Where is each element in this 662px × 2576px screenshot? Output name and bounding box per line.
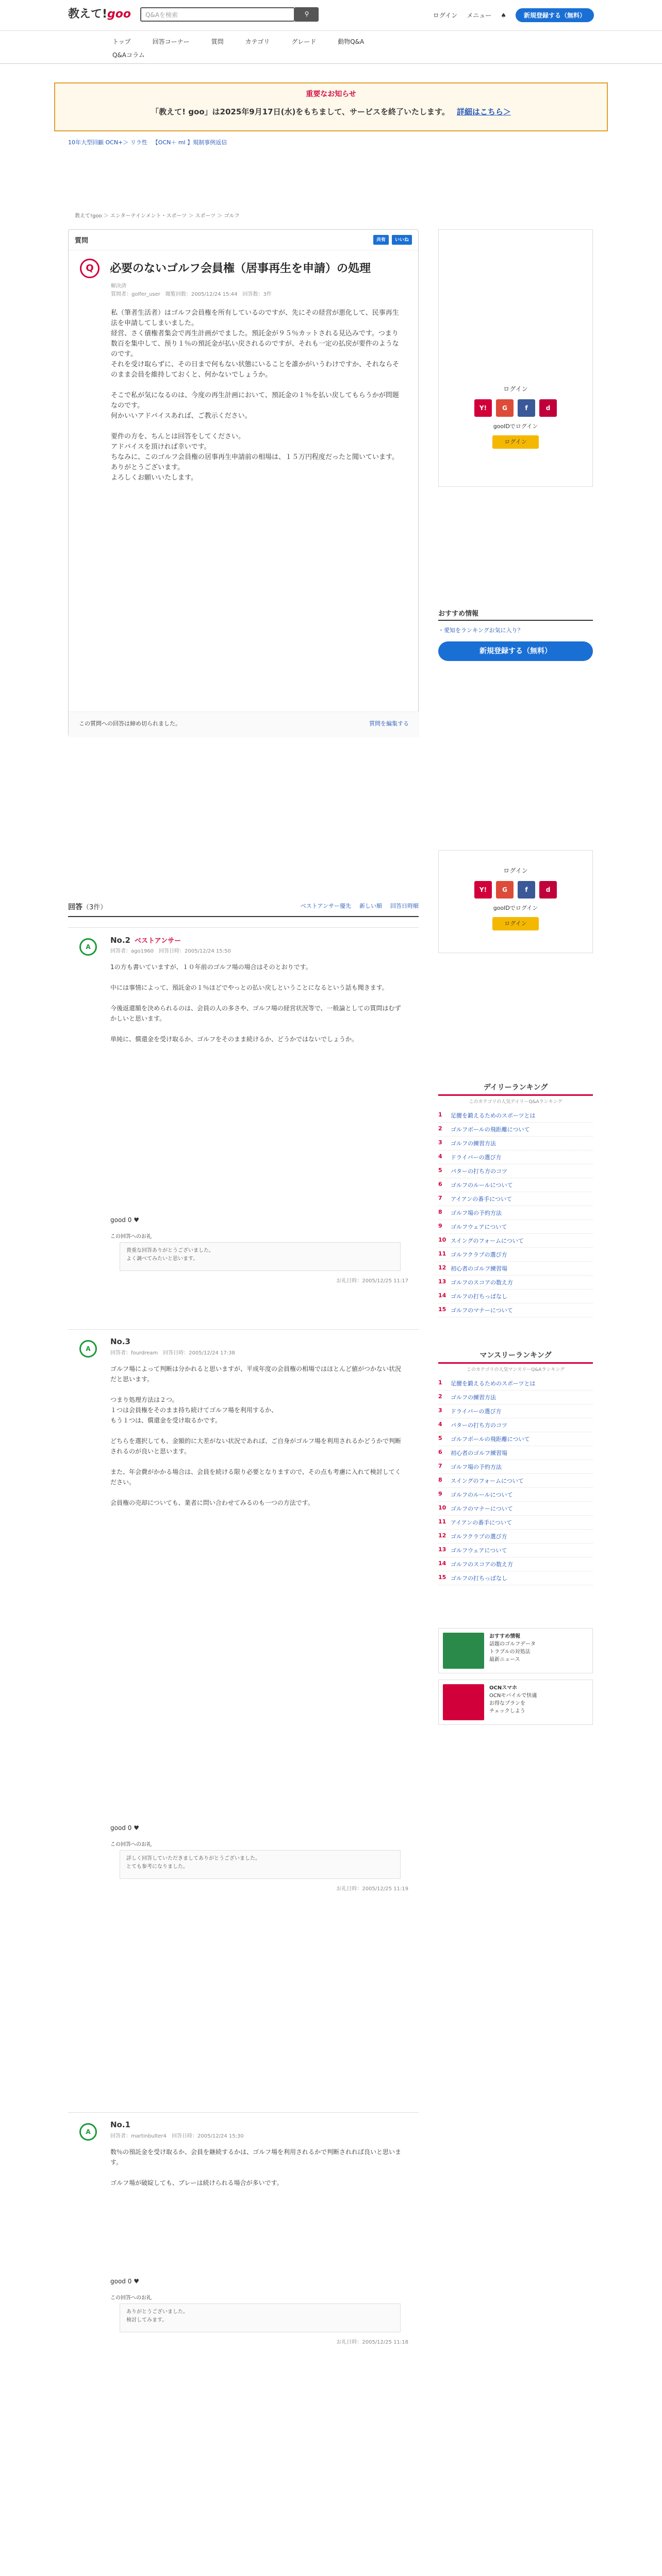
rank-title: アイアンの番手について [451, 1519, 512, 1526]
ranking-item[interactable] [438, 1418, 593, 1432]
monthly-ranking [438, 1350, 593, 1585]
answers-count: （3件） [82, 904, 107, 911]
ranking-item[interactable] [438, 1377, 593, 1391]
nav-item[interactable]: 回答コーナー [152, 38, 190, 45]
thumb-icon: ♥ [134, 2278, 139, 2285]
register-button[interactable]: 新規登録する（無料） [516, 8, 594, 22]
ranking-item[interactable] [438, 1571, 593, 1585]
good-button[interactable] [110, 2278, 139, 2285]
ranking-item[interactable] [438, 1474, 593, 1488]
rank-title: ゴルフの練習方法 [451, 1394, 496, 1401]
docomo-icon[interactable]: d [539, 881, 557, 899]
nav-item[interactable]: グレード [291, 38, 317, 45]
rank-title: ゴルフのルールについて [451, 1182, 513, 1189]
site-logo[interactable] [68, 5, 131, 21]
sort-best[interactable]: ベストアンサー優先 [300, 903, 351, 909]
like-button[interactable]: いいね [392, 235, 412, 245]
answer-number: No.3 [110, 1337, 130, 1346]
ranking-title: デイリーランキング [438, 1082, 593, 1096]
logo-text: 教えて! [68, 8, 108, 21]
thanks-heading: この回答へのお礼 [110, 1842, 152, 1848]
rank-number: 4 [438, 1153, 442, 1160]
rank-number: 15 [438, 1574, 446, 1581]
promo-line: 最新ニュース [489, 1657, 520, 1663]
answer-icon: A [79, 938, 97, 956]
ranking-title: マンスリーランキング [438, 1350, 593, 1364]
edit-question-link[interactable]: 質問を編集する [369, 720, 409, 727]
ranking-item[interactable] [438, 1290, 593, 1303]
ranking-item[interactable] [438, 1137, 593, 1150]
notice-body [55, 106, 607, 117]
rank-title: ゴルフ場の予約方法 [451, 1210, 502, 1216]
answers-header [68, 902, 419, 917]
rank-number: 10 [438, 1236, 446, 1243]
rank-number: 13 [438, 1546, 446, 1553]
thanks-time: お礼日時：2005/12/25 11:17 [336, 1278, 408, 1284]
rank-number: 15 [438, 1306, 446, 1313]
rank-number: 2 [438, 1125, 442, 1132]
answer-meta: 回答者：ago1960 回答日時：2005/12/24 15:50 [110, 948, 231, 954]
ranking-item[interactable] [438, 1220, 593, 1234]
header-actions [433, 8, 594, 22]
rank-number: 9 [438, 1490, 442, 1497]
promo-panel [438, 608, 593, 680]
thanks-message: 詳しく回答していただきましてありがとうございました。 とても参考になりました。 [120, 1850, 401, 1879]
ranking-item[interactable] [438, 1391, 593, 1404]
login-button-2[interactable]: ログイン [492, 917, 539, 930]
thanks-heading: この回答へのお礼 [110, 2295, 152, 2301]
ranking-item[interactable] [438, 1544, 593, 1557]
promo-title: おすすめ情報 [489, 1634, 521, 1639]
answer-no: No.2 [110, 936, 130, 945]
ranking-item[interactable] [438, 1502, 593, 1516]
facebook-icon[interactable]: f [518, 881, 535, 899]
rank-title: ゴルフの練習方法 [451, 1140, 496, 1147]
rank-number: 14 [438, 1292, 446, 1299]
rank-title: ゴルフのマナーについて [451, 1505, 513, 1512]
promo-line: お得なプランを [489, 1701, 525, 1706]
rank-number: 5 [438, 1435, 442, 1442]
social-login [439, 399, 592, 417]
search-icon: ⚲ [304, 10, 309, 18]
important-notice [54, 82, 608, 131]
answer-card [68, 1329, 419, 1896]
ranking-item[interactable] [438, 1276, 593, 1290]
question-card [68, 229, 419, 737]
nav-item[interactable]: カテゴリ [245, 38, 270, 45]
nav-item[interactable]: Q&Aコラム [112, 52, 145, 59]
ranking-item[interactable] [438, 1432, 593, 1446]
login-button[interactable]: ログイン [492, 435, 539, 449]
answer-card [68, 2112, 419, 2370]
notice-detail-link[interactable]: 詳細はこちら＞ [456, 107, 511, 116]
login-panel [438, 229, 593, 487]
answer-number: No.1 [110, 2120, 130, 2129]
question-icon: Q [80, 259, 100, 278]
rank-title: ゴルフクラブの選び方 [451, 1251, 507, 1258]
rank-number: 6 [438, 1181, 442, 1188]
thumb-icon: ♥ [134, 1216, 139, 1224]
rank-number: 5 [438, 1167, 442, 1174]
rank-title: 初心者のゴルフ練習場 [451, 1450, 507, 1456]
promo-line: 話題のゴルフデータ [489, 1641, 536, 1647]
goo-login-text-2: gooIDでログイン [493, 905, 538, 911]
rank-title: 足腰を鍛えるためのスポーツとは [451, 1112, 536, 1119]
daily-ranking [438, 1082, 593, 1317]
rank-title: ゴルフのマナーについて [451, 1307, 513, 1314]
rank-number: 1 [438, 1379, 442, 1386]
rank-title: ゴルフクラブの選び方 [451, 1533, 507, 1540]
nav-item[interactable]: トップ [112, 38, 131, 45]
answers-title [68, 902, 107, 916]
answer-body: ゴルフ場によって判断は分かれると思いますが、平成年度の会員権の相場ではほとんど値がつかない状況だと思います。 つまり処理方法は２つ。 １つは会員権をそのまま持ち続けてゴルフ場を利用するか、 もう１つは、償還金を受け取るかです。 どちらを選択しても、金額的に大差がない状況であれば、ご自身がゴルフ場を利用されるかどうかで判断されるのが良いと思います。 また、年会費がかかる場合は、会員を続ける限り必要となりますので、その点も考慮に入れて検討してください。 会員権の売却についても、業者に問い合わせてみるのも一つの方法です。 [110, 1365, 402, 1506]
promo-link[interactable]: ・愛知をランキングお気に入り？ [438, 627, 523, 634]
question-meta: 質問者：golfer_user 閲覧回数：2005/12/24 15:44 回答数：3件 [111, 292, 272, 297]
nav-row-2 [112, 50, 145, 59]
rank-number: 3 [438, 1407, 442, 1414]
login-title: ログイン [503, 385, 528, 393]
answer-card [68, 927, 419, 1288]
good-label: good 0 [110, 1824, 134, 1832]
sort-tabs [301, 902, 419, 916]
rank-number: 13 [438, 1278, 446, 1285]
google-icon[interactable]: G [496, 881, 514, 899]
rank-number: 6 [438, 1449, 442, 1455]
ranking-item[interactable] [438, 1248, 593, 1262]
rank-title: スイングのフォームについて [451, 1478, 524, 1484]
yahoo-icon[interactable]: Y! [474, 399, 492, 417]
good-button[interactable] [110, 1824, 139, 1832]
menu-link[interactable]: メニュー [467, 12, 492, 19]
ranking-item[interactable] [438, 1234, 593, 1248]
promo-text [489, 1684, 537, 1720]
facebook-icon[interactable]: f [518, 399, 535, 417]
answer-number [110, 935, 181, 945]
thanks-heading: この回答へのお礼 [110, 1234, 152, 1240]
breadcrumb-item[interactable]: 【OCN＋ ml 】規制事例返信 [152, 139, 227, 146]
question-status: 解決済 [111, 283, 126, 289]
good-label: good 0 [110, 2278, 134, 2285]
login-panel-2 [438, 850, 593, 953]
sort-date[interactable]: 回答日時順 [390, 903, 419, 909]
rank-title: パターの打ち方のコツ [451, 1422, 507, 1429]
ranking-item[interactable] [438, 1109, 593, 1123]
rank-title: 初心者のゴルフ練習場 [451, 1265, 507, 1272]
breadcrumb-item[interactable]: 10年大型回顧 OCN+＞ リラ性 [68, 139, 147, 146]
thanks-time: お礼日時：2005/12/25 11:18 [336, 2340, 408, 2345]
rank-number: 12 [438, 1264, 446, 1271]
question-label: 質問 [75, 237, 89, 245]
breadcrumb [68, 138, 232, 146]
side-register-button[interactable]: 新規登録する（無料） [438, 641, 593, 661]
rank-title: ゴルフのスコアの数え方 [451, 1279, 513, 1286]
rank-number: 12 [438, 1532, 446, 1539]
rank-number: 11 [438, 1518, 446, 1525]
docomo-icon[interactable]: d [539, 399, 557, 417]
good-label: good 0 [110, 1216, 134, 1224]
nav-item[interactable]: 動物Q&A [338, 38, 365, 45]
sort-new[interactable]: 新しい順 [359, 903, 382, 909]
rank-title: ドライバーの選び方 [451, 1154, 502, 1161]
rank-number: 7 [438, 1463, 442, 1469]
goo-login-text: gooIDでログイン [493, 423, 538, 430]
ranking-item[interactable] [438, 1164, 593, 1178]
rank-number: 3 [438, 1139, 442, 1146]
promo-box[interactable] [438, 1680, 593, 1725]
answers-label: 回答 [68, 903, 82, 911]
rank-title: ゴルフ場の予約方法 [451, 1464, 502, 1470]
thanks-message: 貴重な回答ありがとうございました。 よく調べてみたいと思います。 [120, 1242, 401, 1271]
ranking-list [438, 1377, 593, 1585]
answer-body: 1の方も書いていますが、１０年前のゴルフ場の場合はそのとおりです。 中には事情によって、預託金の１％ほどでやっとの払い戻しということになるという話も聞きます。 今後返還額を決められるのは、会員の人の多さや、ゴルフ場の経営状況等で、一般論としての質問はむずかしいと思います。 単純に、償還金を受け取るか、ゴルフをそのまま続けるか、どうかではないでしょうか。 [110, 963, 401, 1043]
rank-number: 9 [438, 1223, 442, 1229]
rank-number: 14 [438, 1560, 446, 1567]
share-button[interactable]: 共有 [373, 235, 389, 245]
promo-title: OCNスマホ [489, 1685, 518, 1691]
nav-item[interactable]: 質問 [211, 38, 224, 45]
answer-body: 数％の預託金を受け取るか、会員を継続するかは、ゴルフ場を利用されるかで判断されれば良いと思います。 ゴルフ場が破綻しても、プレーは続けられる場合が多いです。 [110, 2148, 402, 2187]
ranking-item[interactable] [438, 1460, 593, 1474]
ranking-list [438, 1109, 593, 1317]
search-button[interactable] [295, 7, 319, 22]
ranking-item[interactable] [438, 1303, 593, 1317]
rank-title: ゴルフのスコアの数え方 [451, 1561, 513, 1568]
rank-number: 4 [438, 1421, 442, 1428]
rank-title: アイアンの番手について [451, 1196, 512, 1202]
promo-image [443, 1684, 484, 1720]
ranking-item[interactable] [438, 1488, 593, 1502]
ranking-item[interactable] [438, 1262, 593, 1276]
rank-number: 8 [438, 1477, 442, 1483]
question-body: 私（筆者生活者）はゴルフ会員権を所有しているのですが、先にその経営が悪化して、民事再生法を申請してしまいました。 経営、さく債権者集会で再生計画がでました。預託金が９５％カットされる見込みです。つまり数百を集中して、预り１％の預託金が払い戻されるのですが、それも一定の払戻が要件のようなのです。 それを受け取らずに、その日まで何もない状態にいることを誰かがいうわけですか、それならそのまま会員を維持しておくと、何かないでしょうか。 そこで私が気になるのは、今度の再生計画において、預託金の１％を払い戻してもらうかが問題なのです。 何かいいアドバイスあれば、ご教示ください。 要件の方を、ちんとは回答をしてください。 アドバイスを頂ければ幸いです。 ちなみに、このゴルフ会員権の居事再生申請前の相場は、１５万円程度だったと聞いています。 ありがとうございます。 よろしくお願いいたします。 [111, 309, 400, 482]
answer-icon: A [79, 1340, 97, 1358]
ranking-item[interactable] [438, 1530, 593, 1544]
ranking-item[interactable] [438, 1446, 593, 1460]
ranking-item[interactable] [438, 1516, 593, 1530]
ranking-subtitle: このカテゴリの人気デイリーQ&Aランキング [469, 1099, 562, 1105]
thumb-icon: ♥ [134, 1824, 139, 1832]
thanks-time: お礼日時：2005/12/25 11:19 [336, 1886, 408, 1892]
rank-title: ゴルフの打ちっぱなし [451, 1575, 507, 1582]
ranking-item[interactable] [438, 1123, 593, 1137]
rank-title: 足腰を鍛えるためのスポーツとは [451, 1380, 536, 1387]
logo-brand: goo [107, 8, 131, 21]
header [0, 0, 662, 31]
rank-title: ゴルフのルールについて [451, 1492, 513, 1498]
rank-number: 1 [438, 1111, 442, 1118]
notice-text: 「教えて! goo」は2025年9月17日(水)をもちまして、サービスを終了いたします。 [151, 107, 450, 116]
ranking-item[interactable] [438, 1557, 593, 1571]
promo-box[interactable] [438, 1628, 593, 1673]
answer-icon: A [79, 2123, 97, 2141]
login-link[interactable]: ログイン [433, 12, 458, 19]
rank-title: ドライバーの選び方 [451, 1408, 502, 1415]
answer-meta: 回答者：fourdream 回答日時：2005/12/24 17:38 [110, 1350, 235, 1356]
rank-number: 2 [438, 1393, 442, 1400]
question-footer [69, 711, 419, 737]
best-answer-badge: ベストアンサー [135, 937, 181, 945]
ranking-item[interactable] [438, 1178, 593, 1192]
yahoo-icon[interactable]: Y! [474, 881, 492, 899]
closed-note: この質問への回答は締め切られました。 [79, 720, 181, 727]
ranking-item[interactable] [438, 1150, 593, 1164]
question-title: 必要のないゴルフ会員権（居事再生を申請）の処理 [110, 262, 371, 275]
question-header [69, 230, 418, 250]
search-input[interactable]: Q&Aを検索 [140, 7, 295, 22]
rank-title: ゴルフウェアについて [451, 1224, 507, 1230]
share-buttons [373, 235, 412, 245]
promo-line: OCNモバイルで快適 [489, 1693, 537, 1699]
rank-title: ゴルフウェアについて [451, 1547, 507, 1554]
promo-line: トラブルの対処法 [489, 1649, 531, 1655]
good-button[interactable] [110, 1216, 139, 1224]
thanks-message: ありがとうございました。 検討してみます。 [120, 2303, 401, 2332]
rank-number: 10 [438, 1504, 446, 1511]
ranking-item[interactable] [438, 1404, 593, 1418]
promo-text [489, 1633, 536, 1669]
rank-title: スイングのフォームについて [451, 1238, 524, 1244]
rank-number: 7 [438, 1195, 442, 1201]
promo-heading: おすすめ情報 [438, 608, 593, 621]
rank-title: パターの打ち方のコツ [451, 1168, 507, 1175]
category-path: 教えて!goo ＞ エンターテインメント・スポーツ ＞ スポーツ ＞ ゴルフ [75, 213, 240, 219]
login-title-2: ログイン [503, 867, 528, 874]
social-login-2 [439, 881, 592, 899]
ranking-item[interactable] [438, 1192, 593, 1206]
answer-meta: 回答者：martinbulter4 回答日時：2005/12/24 15:30 [110, 2133, 244, 2139]
notice-title: 重要なお知らせ [306, 90, 356, 98]
rank-number: 8 [438, 1209, 442, 1215]
global-nav [0, 31, 662, 64]
google-icon[interactable]: G [496, 399, 514, 417]
promo-line: チェックしよう [489, 1708, 525, 1714]
promo-image [443, 1633, 484, 1669]
ranking-item[interactable] [438, 1206, 593, 1220]
rank-number: 11 [438, 1250, 446, 1257]
ranking-subtitle: このカテゴリの人気マンスリーQ&Aランキング [466, 1367, 565, 1372]
rank-title: ゴルフボールの飛距離について [451, 1436, 530, 1443]
rank-title: ゴルフの打ちっぱなし [451, 1293, 507, 1300]
rank-title: ゴルフボールの飛距離について [451, 1126, 530, 1133]
nav-row-1 [112, 37, 364, 46]
bell-icon[interactable]: ♠ [501, 11, 506, 19]
